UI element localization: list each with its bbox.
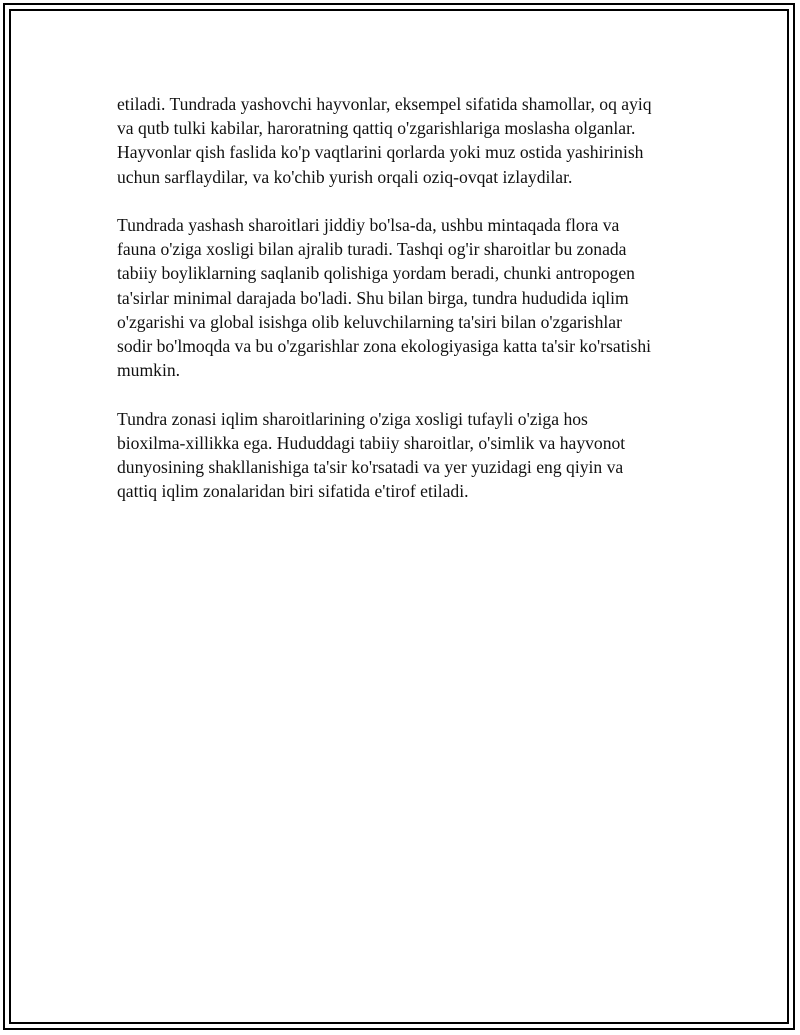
text-line: ta'sirlar minimal darajada bo'ladi. Shu bilan birga, tundra hududida iqlim xyxy=(117,287,629,308)
text-line: etiladi. Tundrada yashovchi hayvonlar, eksempel sifatida shamollar, oq ayiq xyxy=(117,94,652,114)
text-line: sodir bo'lmoqda va bu o'zgarishlar zona ekologiyasiga katta ta'sir ko'rsatishi xyxy=(117,336,652,357)
text-line: uchun sarflaydilar, va ko'chib yurish orqali oziq-ovqat izlaydilar. xyxy=(117,166,573,187)
text-line: Tundrada yashash sharoitlari jiddiy bo'lsa-da, ushbu mintaqada flora va xyxy=(117,215,620,235)
paragraph-3 xyxy=(117,407,697,504)
paragraph-1 xyxy=(117,92,697,189)
text-line: dunyosining shakllanishiga ta'sir ko'rsatadi va yer yuzidagi eng qiyin va xyxy=(117,457,624,478)
text-line: qattiq iqlim zonalaridan biri sifatida e'tirof etiladi. xyxy=(117,481,469,502)
text-line: o'zgarishi va global isishga olib keluvchilarning ta'siri bilan o'zgarishlar xyxy=(117,311,622,332)
text-line: bioxilma-xillikka ega. Hududdagi tabiiy sharoitlar, o'simlik va hayvonot xyxy=(117,432,626,453)
text-line: va qutb tulki kabilar, haroratning qattiq o'zgarishlariga moslasha olganlar. xyxy=(117,118,636,139)
text-line: Tundra zonasi iqlim sharoitlarining o'ziga xosligi tufayli o'ziga hos xyxy=(117,408,588,429)
paragraph-2 xyxy=(117,213,697,382)
text-line: Hayvonlar qish faslida ko'p vaqtlarini qorlarda yoki muz ostida yashirinish xyxy=(117,142,644,163)
text-line: mumkin. xyxy=(117,360,181,381)
document-body xyxy=(117,92,697,528)
text-line: tabiiy boyliklarning saqlanib qolishiga yordam beradi, chunki antropogen xyxy=(117,263,635,284)
text-line: fauna o'ziga xosligi bilan ajralib turadi. Tashqi og'ir sharoitlar bu zonada xyxy=(117,239,627,260)
